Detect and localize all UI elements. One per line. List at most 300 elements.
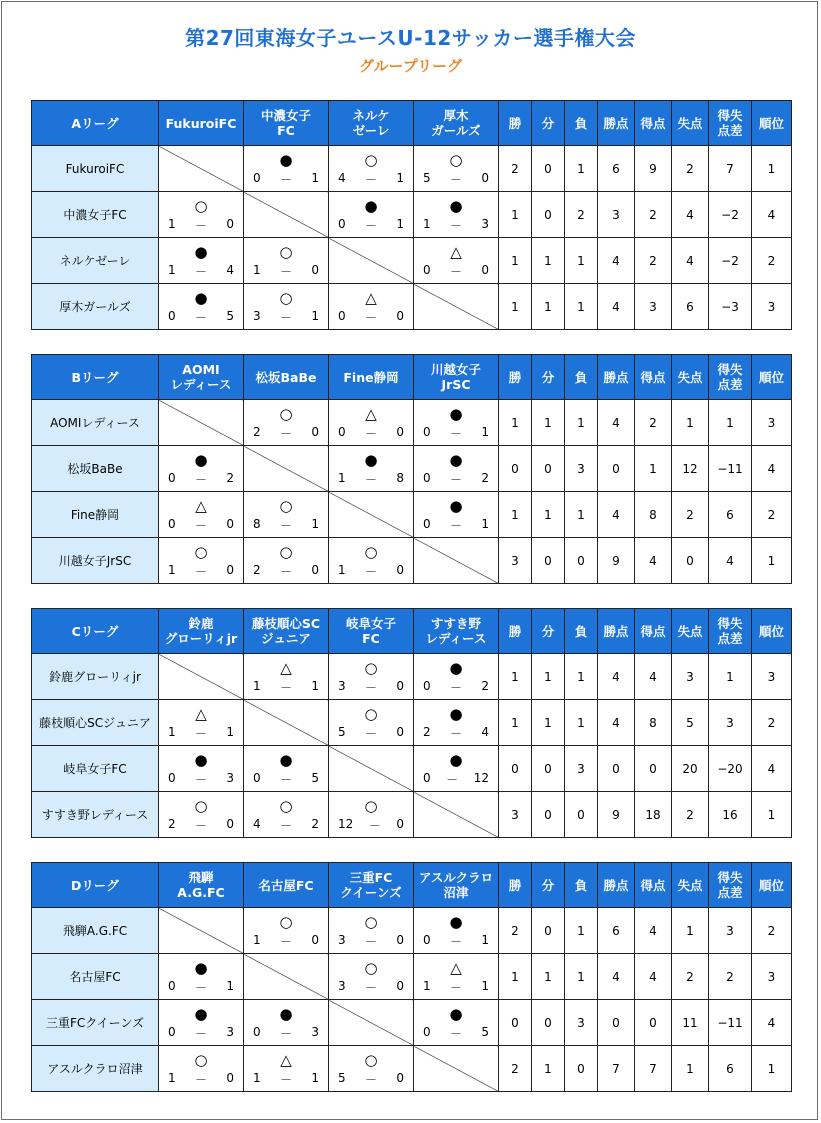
goals-for: 5: [338, 725, 346, 739]
score-dash: －: [194, 1027, 207, 1041]
team-header: 厚木 ガールズ: [414, 101, 499, 146]
goals-against: 8: [396, 471, 404, 485]
score: [159, 725, 243, 742]
score-dash: －: [364, 311, 377, 325]
goals-for: 3: [253, 309, 261, 323]
goals-against: 0: [311, 425, 319, 439]
goals-against: 0: [481, 171, 489, 185]
score-dash: －: [449, 935, 462, 949]
stat-value: 1: [565, 954, 598, 1000]
match-result: [159, 746, 244, 792]
result-mark-icon: ○: [194, 1051, 208, 1069]
stat-value: 3: [565, 1000, 598, 1046]
match-result: [159, 284, 244, 330]
stat-value: 4: [635, 954, 672, 1000]
team-name: AOMIレディース: [32, 400, 159, 446]
team-name: 岐阜女子FC: [32, 746, 159, 792]
goals-against: 1: [311, 309, 319, 323]
goals-for: 5: [423, 171, 431, 185]
league-table: [31, 608, 792, 838]
result-mark-icon: ○: [449, 151, 463, 169]
stat-value: −20: [709, 746, 752, 792]
stat-value: 0: [532, 746, 565, 792]
score-dash: －: [194, 1073, 207, 1087]
goals-against: 1: [481, 517, 489, 531]
result-mark-icon: ○: [279, 405, 293, 423]
score-dash: －: [279, 935, 292, 949]
stat-header: 失点: [672, 609, 709, 654]
stat-value: 7: [635, 1046, 672, 1092]
goals-for: 0: [423, 771, 431, 785]
score: [414, 679, 498, 696]
score-dash: －: [449, 727, 462, 741]
goals-against: 3: [311, 1025, 319, 1039]
stat-value: 1: [499, 954, 532, 1000]
goals-for: 0: [423, 933, 431, 947]
team-row: [32, 1000, 792, 1046]
result-mark-icon: ●: [449, 1005, 463, 1023]
stat-value: 1: [672, 908, 709, 954]
stat-value: 3: [752, 284, 792, 330]
stat-header: 勝: [499, 863, 532, 908]
goals-against: 0: [396, 563, 404, 577]
header-row: [32, 863, 792, 908]
stat-value: 1: [565, 238, 598, 284]
goals-for: 12: [338, 817, 354, 831]
stat-value: 8: [635, 700, 672, 746]
stat-value: 2: [752, 492, 792, 538]
stat-value: 1: [499, 192, 532, 238]
match-result: [244, 654, 329, 700]
stat-header: 得点: [635, 863, 672, 908]
score: [329, 1071, 413, 1088]
goals-for: 1: [253, 933, 261, 947]
goals-for: 0: [423, 679, 431, 693]
stat-value: 4: [752, 446, 792, 492]
match-result: [244, 1000, 329, 1046]
match-result: [329, 538, 414, 584]
team-name: アスルクラロ沼津: [32, 1046, 159, 1092]
score-dash: －: [368, 819, 381, 833]
page-subtitle: グループリーグ: [358, 57, 463, 75]
result-mark-icon: ●: [449, 705, 463, 723]
match-result: [414, 654, 499, 700]
goals-for: 1: [168, 1071, 176, 1085]
score-dash: －: [279, 819, 292, 833]
result-mark-icon: ○: [364, 797, 378, 815]
goals-against: 3: [226, 771, 234, 785]
match-result: [329, 284, 414, 330]
result-mark-icon: ○: [279, 497, 293, 515]
result-mark-icon: ●: [194, 289, 208, 307]
score: [329, 725, 413, 742]
stat-header: 順位: [752, 863, 792, 908]
match-result: [329, 792, 414, 838]
stat-value: 7: [709, 146, 752, 192]
stat-header: 得失 点差: [709, 355, 752, 400]
stat-value: 4: [752, 1000, 792, 1046]
score: [329, 933, 413, 950]
stat-value: 2: [672, 146, 709, 192]
stat-header: 失点: [672, 101, 709, 146]
league-table: [31, 862, 792, 1092]
score-dash: －: [194, 311, 207, 325]
stat-value: 1: [672, 400, 709, 446]
stat-value: 0: [532, 538, 565, 584]
stat-value: 0: [532, 146, 565, 192]
stat-value: 1: [565, 400, 598, 446]
stat-value: 4: [598, 654, 635, 700]
stat-value: 6: [598, 908, 635, 954]
stat-value: 0: [499, 746, 532, 792]
goals-for: 4: [253, 817, 261, 831]
stat-value: 2: [752, 238, 792, 284]
stat-value: 4: [635, 538, 672, 584]
score: [159, 1025, 243, 1042]
goals-against: 5: [311, 771, 319, 785]
stat-header: 得失 点差: [709, 863, 752, 908]
result-mark-icon: △: [450, 243, 462, 261]
stat-header: 負: [565, 101, 598, 146]
goals-for: 3: [338, 679, 346, 693]
stat-value: 1: [565, 700, 598, 746]
team-header: アスルクラロ 沼津: [414, 863, 499, 908]
team-name: 藤枝順心SCジュニア: [32, 700, 159, 746]
team-row: [32, 192, 792, 238]
result-mark-icon: ●: [449, 197, 463, 215]
goals-against: 0: [481, 263, 489, 277]
stat-value: 1: [565, 654, 598, 700]
stat-header: 順位: [752, 609, 792, 654]
goals-for: 0: [423, 263, 431, 277]
goals-against: 0: [396, 817, 404, 831]
result-mark-icon: △: [365, 289, 377, 307]
score-dash: －: [279, 681, 292, 695]
team-row: [32, 238, 792, 284]
score-dash: －: [449, 473, 462, 487]
stat-value: 1: [565, 492, 598, 538]
result-mark-icon: ○: [364, 151, 378, 169]
stat-value: 1: [709, 400, 752, 446]
score-dash: －: [279, 565, 292, 579]
stat-value: 6: [709, 1046, 752, 1092]
league-name: Bリーグ: [32, 355, 159, 400]
stat-value: 2: [499, 146, 532, 192]
stat-value: 3: [752, 400, 792, 446]
team-header: AOMI レディース: [159, 355, 244, 400]
diagonal-cell: [244, 446, 329, 492]
match-result: [244, 238, 329, 284]
goals-for: 1: [253, 263, 261, 277]
goals-against: 2: [226, 471, 234, 485]
goals-for: 1: [253, 679, 261, 693]
match-result: [414, 954, 499, 1000]
result-mark-icon: ○: [279, 243, 293, 261]
stat-value: 4: [598, 492, 635, 538]
goals-against: 3: [481, 217, 489, 231]
score-dash: －: [194, 981, 207, 995]
match-result: [414, 746, 499, 792]
stat-value: 9: [635, 146, 672, 192]
goals-for: 1: [168, 263, 176, 277]
stat-header: 勝: [499, 355, 532, 400]
stat-value: 0: [532, 446, 565, 492]
score: [414, 933, 498, 950]
league-name: Aリーグ: [32, 101, 159, 146]
stat-value: 0: [565, 538, 598, 584]
stat-header: 得点: [635, 101, 672, 146]
result-mark-icon: ●: [449, 913, 463, 931]
stat-value: 2: [499, 908, 532, 954]
goals-for: 0: [168, 517, 176, 531]
team-row: [32, 284, 792, 330]
stat-value: 1: [532, 1046, 565, 1092]
match-result: [159, 538, 244, 584]
stat-value: 4: [672, 238, 709, 284]
stat-header: 分: [532, 355, 565, 400]
team-name: Fine静岡: [32, 492, 159, 538]
score: [244, 1025, 328, 1042]
goals-for: 8: [253, 517, 261, 531]
score: [159, 771, 243, 788]
score: [244, 517, 328, 534]
score: [329, 309, 413, 326]
stat-header: 順位: [752, 355, 792, 400]
goals-for: 4: [338, 171, 346, 185]
score: [329, 425, 413, 442]
result-mark-icon: △: [195, 705, 207, 723]
stat-value: 8: [635, 492, 672, 538]
stat-header: 負: [565, 355, 598, 400]
stat-value: 1: [752, 146, 792, 192]
stat-value: 4: [635, 908, 672, 954]
stat-value: 1: [635, 446, 672, 492]
score-dash: －: [364, 1073, 377, 1087]
result-mark-icon: ○: [279, 797, 293, 815]
score-dash: －: [449, 1027, 462, 1041]
stat-value: −3: [709, 284, 752, 330]
goals-for: 2: [253, 425, 261, 439]
diagonal-cell: [159, 400, 244, 446]
stat-value: 0: [598, 446, 635, 492]
stat-header: 得点: [635, 609, 672, 654]
goals-for: 0: [168, 471, 176, 485]
score: [244, 263, 328, 280]
goals-for: 0: [168, 771, 176, 785]
goals-against: 1: [311, 171, 319, 185]
goals-for: 0: [253, 171, 261, 185]
diagonal-cell: [329, 1000, 414, 1046]
stat-value: 1: [752, 538, 792, 584]
stat-header: 勝点: [598, 101, 635, 146]
score: [244, 817, 328, 834]
match-result: [244, 746, 329, 792]
stat-value: 2: [635, 192, 672, 238]
stat-value: 1: [532, 238, 565, 284]
goals-against: 0: [226, 217, 234, 231]
goals-for: 0: [253, 1025, 261, 1039]
goals-against: 0: [226, 1071, 234, 1085]
goals-against: 0: [396, 725, 404, 739]
stat-value: 3: [565, 446, 598, 492]
goals-against: 1: [481, 425, 489, 439]
stat-value: 3: [672, 654, 709, 700]
goals-against: 2: [481, 679, 489, 693]
stat-value: 1: [565, 908, 598, 954]
stat-value: 1: [499, 700, 532, 746]
goals-against: 1: [396, 217, 404, 231]
stat-header: 分: [532, 609, 565, 654]
stat-value: 1: [709, 654, 752, 700]
team-name: 飛騨A.G.FC: [32, 908, 159, 954]
goals-for: 3: [338, 933, 346, 947]
score: [329, 817, 413, 834]
goals-against: 1: [311, 1071, 319, 1085]
stat-value: −2: [709, 192, 752, 238]
team-header: ネルケ ゼーレ: [329, 101, 414, 146]
diagonal-cell: [159, 146, 244, 192]
match-result: [414, 146, 499, 192]
score-dash: －: [364, 935, 377, 949]
goals-against: 1: [311, 517, 319, 531]
match-result: [159, 238, 244, 284]
score: [244, 309, 328, 326]
stat-value: 1: [532, 700, 565, 746]
score-dash: －: [279, 1027, 292, 1041]
match-result: [244, 792, 329, 838]
match-result: [159, 192, 244, 238]
score: [244, 771, 328, 788]
goals-against: 1: [396, 171, 404, 185]
stat-value: 2: [635, 400, 672, 446]
league-table: [31, 354, 792, 584]
team-header: FukuroiFC: [159, 101, 244, 146]
result-mark-icon: ○: [364, 959, 378, 977]
match-result: [329, 954, 414, 1000]
result-mark-icon: ●: [364, 197, 378, 215]
match-result: [329, 654, 414, 700]
score: [414, 771, 498, 788]
score-dash: －: [194, 819, 207, 833]
diagonal-cell: [329, 746, 414, 792]
goals-against: 2: [481, 471, 489, 485]
goals-for: 0: [168, 309, 176, 323]
stat-value: 3: [752, 954, 792, 1000]
stat-header: 得失 点差: [709, 609, 752, 654]
score: [159, 517, 243, 534]
team-row: [32, 1046, 792, 1092]
goals-for: 0: [338, 425, 346, 439]
goals-against: 1: [481, 979, 489, 993]
team-header: 中濃女子 FC: [244, 101, 329, 146]
match-result: [159, 492, 244, 538]
goals-for: 1: [338, 563, 346, 577]
score: [329, 679, 413, 696]
team-header: 松坂BaBe: [244, 355, 329, 400]
score: [244, 679, 328, 696]
stat-value: 1: [565, 284, 598, 330]
diagonal-cell: [159, 654, 244, 700]
stat-value: 1: [752, 792, 792, 838]
match-result: [329, 700, 414, 746]
stat-value: 1: [532, 492, 565, 538]
score-dash: －: [279, 427, 292, 441]
team-header: 藤枝順心SC ジュニア: [244, 609, 329, 654]
match-result: [329, 908, 414, 954]
goals-against: 0: [396, 679, 404, 693]
match-result: [159, 1046, 244, 1092]
score: [414, 217, 498, 234]
result-mark-icon: ●: [449, 405, 463, 423]
goals-against: 0: [226, 563, 234, 577]
stat-value: 3: [709, 908, 752, 954]
stat-value: 0: [532, 908, 565, 954]
stat-value: 0: [565, 792, 598, 838]
goals-for: 0: [423, 425, 431, 439]
page-title: 第27回東海女子ユースU-12サッカー選手権大会: [185, 26, 636, 50]
stat-value: 0: [635, 1000, 672, 1046]
result-mark-icon: ○: [194, 197, 208, 215]
score-dash: －: [364, 681, 377, 695]
header-row: [32, 355, 792, 400]
diagonal-cell: [414, 284, 499, 330]
team-header: 飛騨 A.G.FC: [159, 863, 244, 908]
team-name: 三重FCクイーンズ: [32, 1000, 159, 1046]
score-dash: －: [364, 219, 377, 233]
stat-value: 20: [672, 746, 709, 792]
score-dash: －: [449, 981, 462, 995]
goals-against: 1: [481, 933, 489, 947]
team-row: [32, 538, 792, 584]
score: [414, 979, 498, 996]
team-row: [32, 700, 792, 746]
stat-value: 0: [635, 746, 672, 792]
stat-value: 1: [499, 654, 532, 700]
stat-value: 6: [709, 492, 752, 538]
stat-value: 4: [709, 538, 752, 584]
score: [414, 517, 498, 534]
team-row: [32, 146, 792, 192]
goals-for: 1: [338, 471, 346, 485]
stat-value: 1: [532, 400, 565, 446]
match-result: [414, 400, 499, 446]
score-dash: －: [364, 473, 377, 487]
match-result: [159, 1000, 244, 1046]
goals-for: 0: [253, 771, 261, 785]
score: [329, 563, 413, 580]
stat-header: 失点: [672, 355, 709, 400]
diagonal-cell: [244, 954, 329, 1000]
goals-for: 1: [423, 979, 431, 993]
team-header: 三重FC クイーンズ: [329, 863, 414, 908]
result-mark-icon: ○: [364, 705, 378, 723]
result-mark-icon: ●: [449, 751, 463, 769]
result-mark-icon: ●: [364, 451, 378, 469]
match-result: [244, 400, 329, 446]
stat-value: 1: [499, 284, 532, 330]
team-name: 川越女子JrSC: [32, 538, 159, 584]
match-result: [244, 284, 329, 330]
score-dash: －: [449, 519, 462, 533]
team-row: [32, 492, 792, 538]
score-dash: －: [364, 981, 377, 995]
goals-against: 3: [226, 1025, 234, 1039]
match-result: [414, 192, 499, 238]
stat-value: 11: [672, 1000, 709, 1046]
team-row: [32, 908, 792, 954]
score-dash: －: [279, 519, 292, 533]
stat-value: −2: [709, 238, 752, 284]
